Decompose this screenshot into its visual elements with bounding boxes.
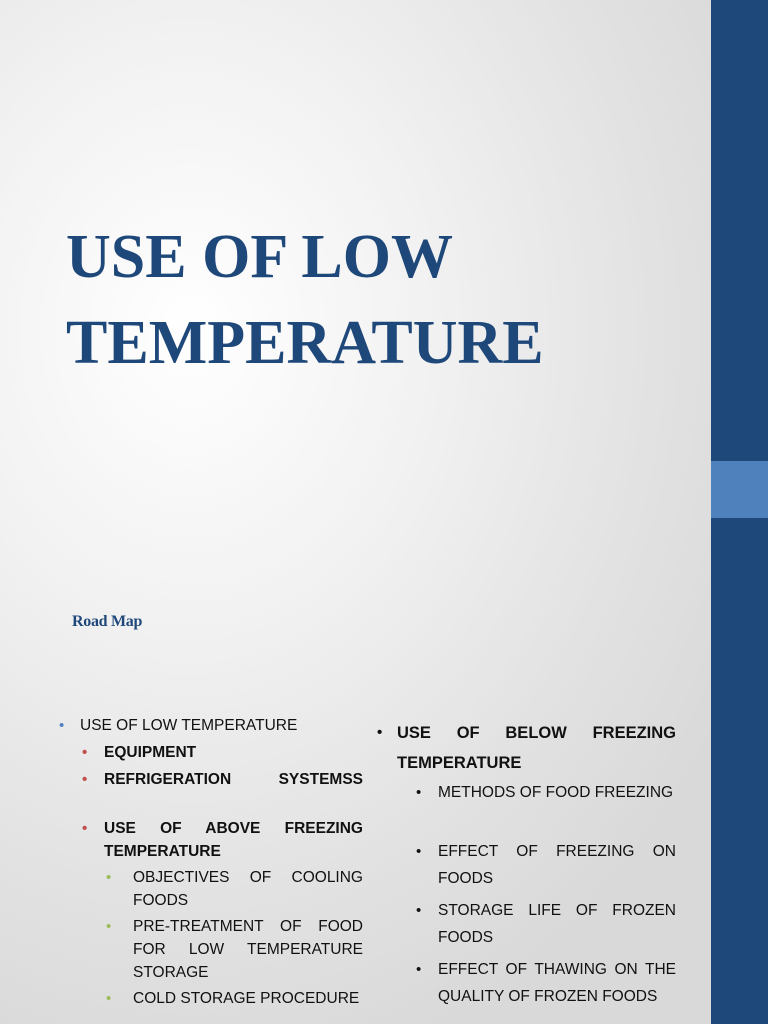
bullet-effect-of-freezing (376, 838, 676, 892)
bullet-below-freezing-temperature (376, 718, 676, 778)
bullet-refrigeration-systems (56, 768, 363, 791)
left-bullet-list (56, 714, 363, 1010)
bullet-text: USE OF ABOVE FREEZING TEMPERATURE (104, 820, 363, 860)
slide-title-line-1: USE OF LOW (66, 223, 453, 291)
bullet-use-of-low-temperature (56, 714, 363, 737)
bullet-text: USE OF LOW TEMPERATURE (80, 717, 298, 734)
slide-title (66, 214, 696, 386)
bullet-pre-treatment (56, 915, 363, 984)
bullet-text: REFRIGERATION SYSTEMSS (104, 771, 363, 788)
bullet-text: PRE-TREATMENT OF FOOD FOR LOW TEMPERATURE STORAGE (133, 918, 363, 981)
right-bullet-list (376, 718, 676, 1010)
bullet-text: USE OF BELOW FREEZING TEMPERATURE (397, 724, 676, 772)
bullet-text: EQUIPMENT (104, 744, 197, 761)
bullet-effect-of-thawing (376, 956, 676, 1010)
side-bar-accent (711, 461, 768, 518)
bullet-storage-life (376, 897, 676, 951)
bullet-text: EFFECT OF THAWING ON THE QUALITY OF FROZEN FOODS (438, 961, 676, 1005)
bullet-above-freezing-temperature (56, 817, 363, 863)
slide-title-line-2: TEMPERATURE (66, 309, 544, 377)
bullet-equipment (56, 741, 363, 764)
bullet-objectives-of-cooling (56, 866, 363, 912)
bullet-cold-storage-procedure (56, 987, 363, 1010)
bullet-text: EFFECT OF FREEZING ON FOODS (438, 843, 676, 887)
slide-subtitle: Road Map (72, 613, 143, 630)
bullet-text: STORAGE LIFE OF FROZEN FOODS (438, 902, 676, 946)
bullet-text: OBJECTIVES OF COOLING FOODS (133, 869, 363, 909)
bullet-methods-of-food-freezing (376, 779, 676, 806)
bullet-text: METHODS OF FOOD FREEZING (438, 784, 674, 801)
bullet-text: COLD STORAGE PROCEDURE (133, 990, 360, 1007)
